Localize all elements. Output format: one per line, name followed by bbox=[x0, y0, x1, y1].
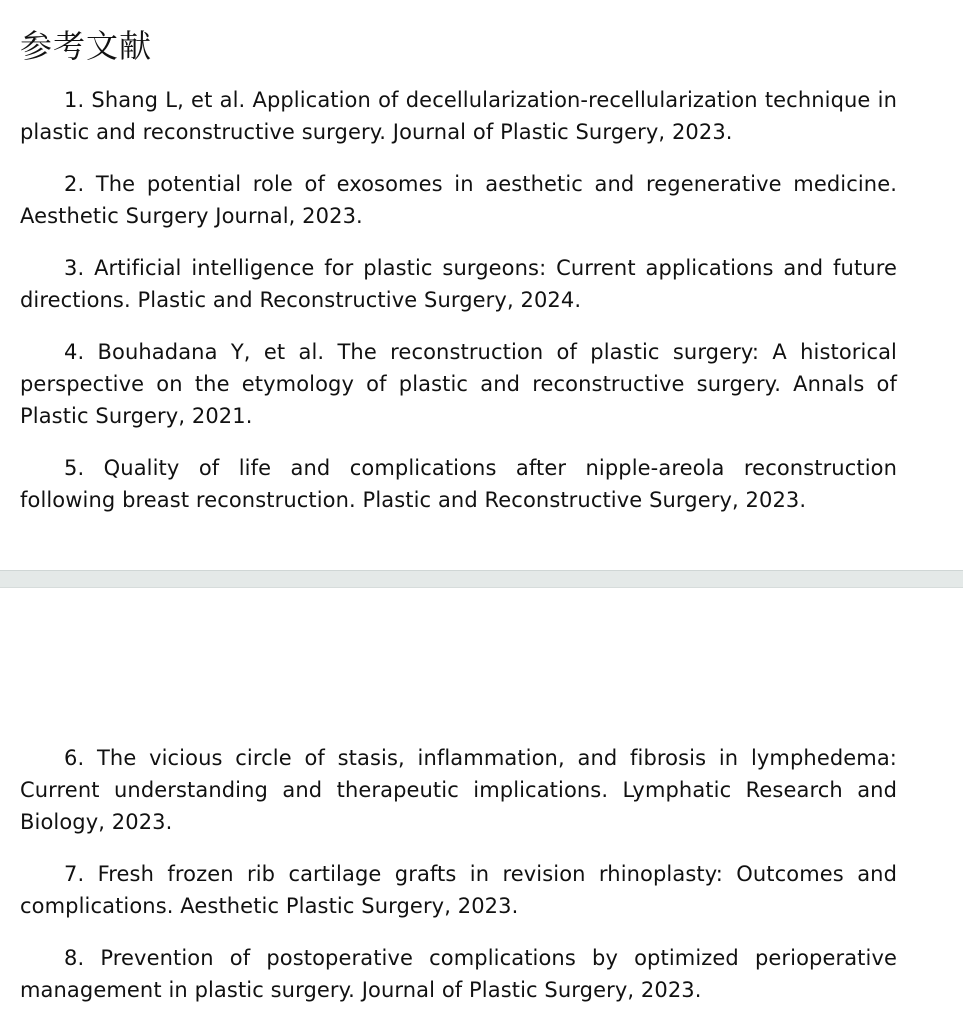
document-page-2 bbox=[0, 588, 963, 1026]
references-heading: 参考文献 bbox=[20, 27, 153, 65]
reference-item: 4. Bouhadana Y, et al. The reconstruction of plastic surgery: A historical perspective on the etymology of plastic and reconstructive surgery. Annals of Plastic Surgery, 2021. bbox=[20, 340, 897, 428]
reference-item: 5. Quality of life and complications after nipple-areola reconstruction following breast reconstruction. Plastic and Reconstructive Surgery, 2023. bbox=[20, 456, 897, 512]
page-separator bbox=[0, 570, 963, 588]
reference-item: 1. Shang L, et al. Application of decellularization-recellularization technique in plastic and reconstructive surgery. Journal of Plastic Surgery, 2023. bbox=[20, 88, 897, 144]
reference-item: 8. Prevention of postoperative complications by optimized perioperative management in plastic surgery. Journal of Plastic Surgery, 2023. bbox=[20, 946, 897, 1002]
reference-item: 2. The potential role of exosomes in aesthetic and regenerative medicine. Aesthetic Surgery Journal, 2023. bbox=[20, 172, 897, 228]
reference-item: 6. The vicious circle of stasis, inflammation, and fibrosis in lymphedema: Current understanding and therapeutic implications. Lymphatic Research and Biology, 2023. bbox=[20, 746, 897, 834]
reference-list-page-1 bbox=[20, 84, 897, 536]
reference-item: 3. Artificial intelligence for plastic surgeons: Current applications and future directions. Plastic and Reconstructive Surgery, 2024. bbox=[20, 256, 897, 312]
reference-item: 7. Fresh frozen rib cartilage grafts in revision rhinoplasty: Outcomes and complications. Aesthetic Plastic Surgery, 2023. bbox=[20, 862, 897, 918]
reference-list-page-2 bbox=[20, 742, 897, 1026]
